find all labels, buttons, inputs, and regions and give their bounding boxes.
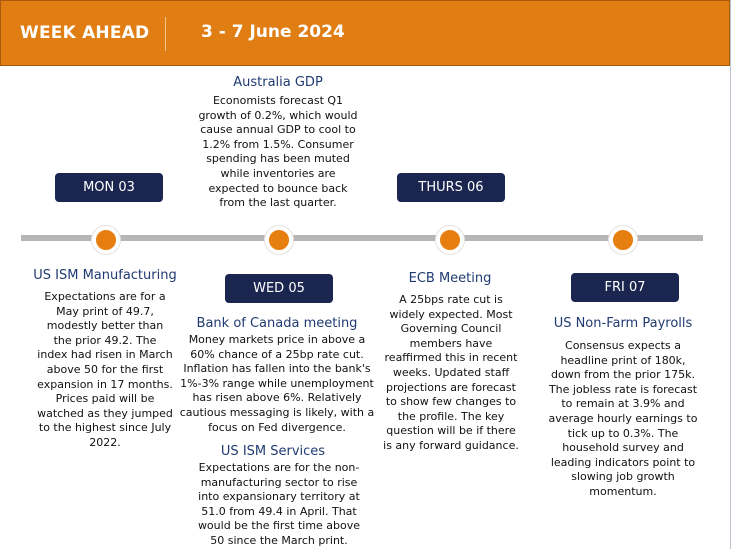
event-title-bank-of-canada: Bank of Canada meeting [196, 316, 358, 331]
day-pill-fri: FRI 07 [571, 273, 679, 302]
day-pill-mon: MON 03 [55, 173, 163, 202]
event-title-us-ism-manufacturing: US ISM Manufacturing [33, 268, 177, 283]
timeline-line [21, 235, 703, 241]
event-body-us-ism-services: Expectations are for the non-manufacturing sector to rise into expansionary territory at 51.0 from 49.4 in April. That would be the first time above 50 since the March print. [197, 461, 361, 547]
timeline-dot-fri [609, 226, 637, 254]
date-range: 3 - 7 June 2024 [201, 22, 345, 42]
header-divider [165, 17, 166, 51]
event-body-us-nonfarm-payrolls: Consensus expects a headline print of 180k, down from the prior 175k. The jobless rate is forecast to remain at 3.9% and average hourly earnings to tick up to 0.3%. The household survey and leading indicators point to slowing job growth momentum. [548, 339, 698, 498]
event-title-australia-gdp: Australia GDP [233, 75, 323, 90]
day-pill-thurs: THURS 06 [397, 173, 505, 202]
event-body-australia-gdp: Economists forecast Q1 growth of 0.2%, which would cause annual GDP to cool to 1.2% from 1.5%. Consumer spending has been muted while inventories are expected to bounce back from the last quarter. [198, 94, 358, 210]
event-title-us-nonfarm-payrolls: US Non-Farm Payrolls [553, 316, 693, 331]
day-pill-wed: WED 05 [225, 274, 333, 303]
timeline-dot-wed [265, 226, 293, 254]
timeline-dot-thurs [436, 226, 464, 254]
timeline-dot-mon [92, 226, 120, 254]
event-title-us-ism-services: US ISM Services [220, 444, 326, 459]
page-title: WEEK AHEAD [20, 23, 150, 43]
header-banner [0, 0, 730, 66]
page-edge [730, 0, 731, 549]
event-body-us-ism-manufacturing: Expectations are for a May print of 49.7, modestly better than the prior 49.2. The index had risen in March above 50 for the first expansion in 17 months. Prices paid will be watched as they jumped to the highest since July 2022. [37, 290, 173, 449]
event-body-bank-of-canada: Money markets price in above a 60% chance of a 25bp rate cut. Inflation has fallen into the bank's 1%-3% range while unemployment has risen above 6%. Relatively cautious messaging is likely, with a focus on Fed divergence. [179, 333, 375, 434]
event-body-ecb-meeting: A 25bps rate cut is widely expected. Most Governing Council members have reaffirmed this in recent weeks. Updated staff projections are forecast to show few changes to the profile. The key question will be if there is any forward guidance. [383, 293, 519, 452]
event-title-ecb-meeting: ECB Meeting [408, 271, 492, 286]
